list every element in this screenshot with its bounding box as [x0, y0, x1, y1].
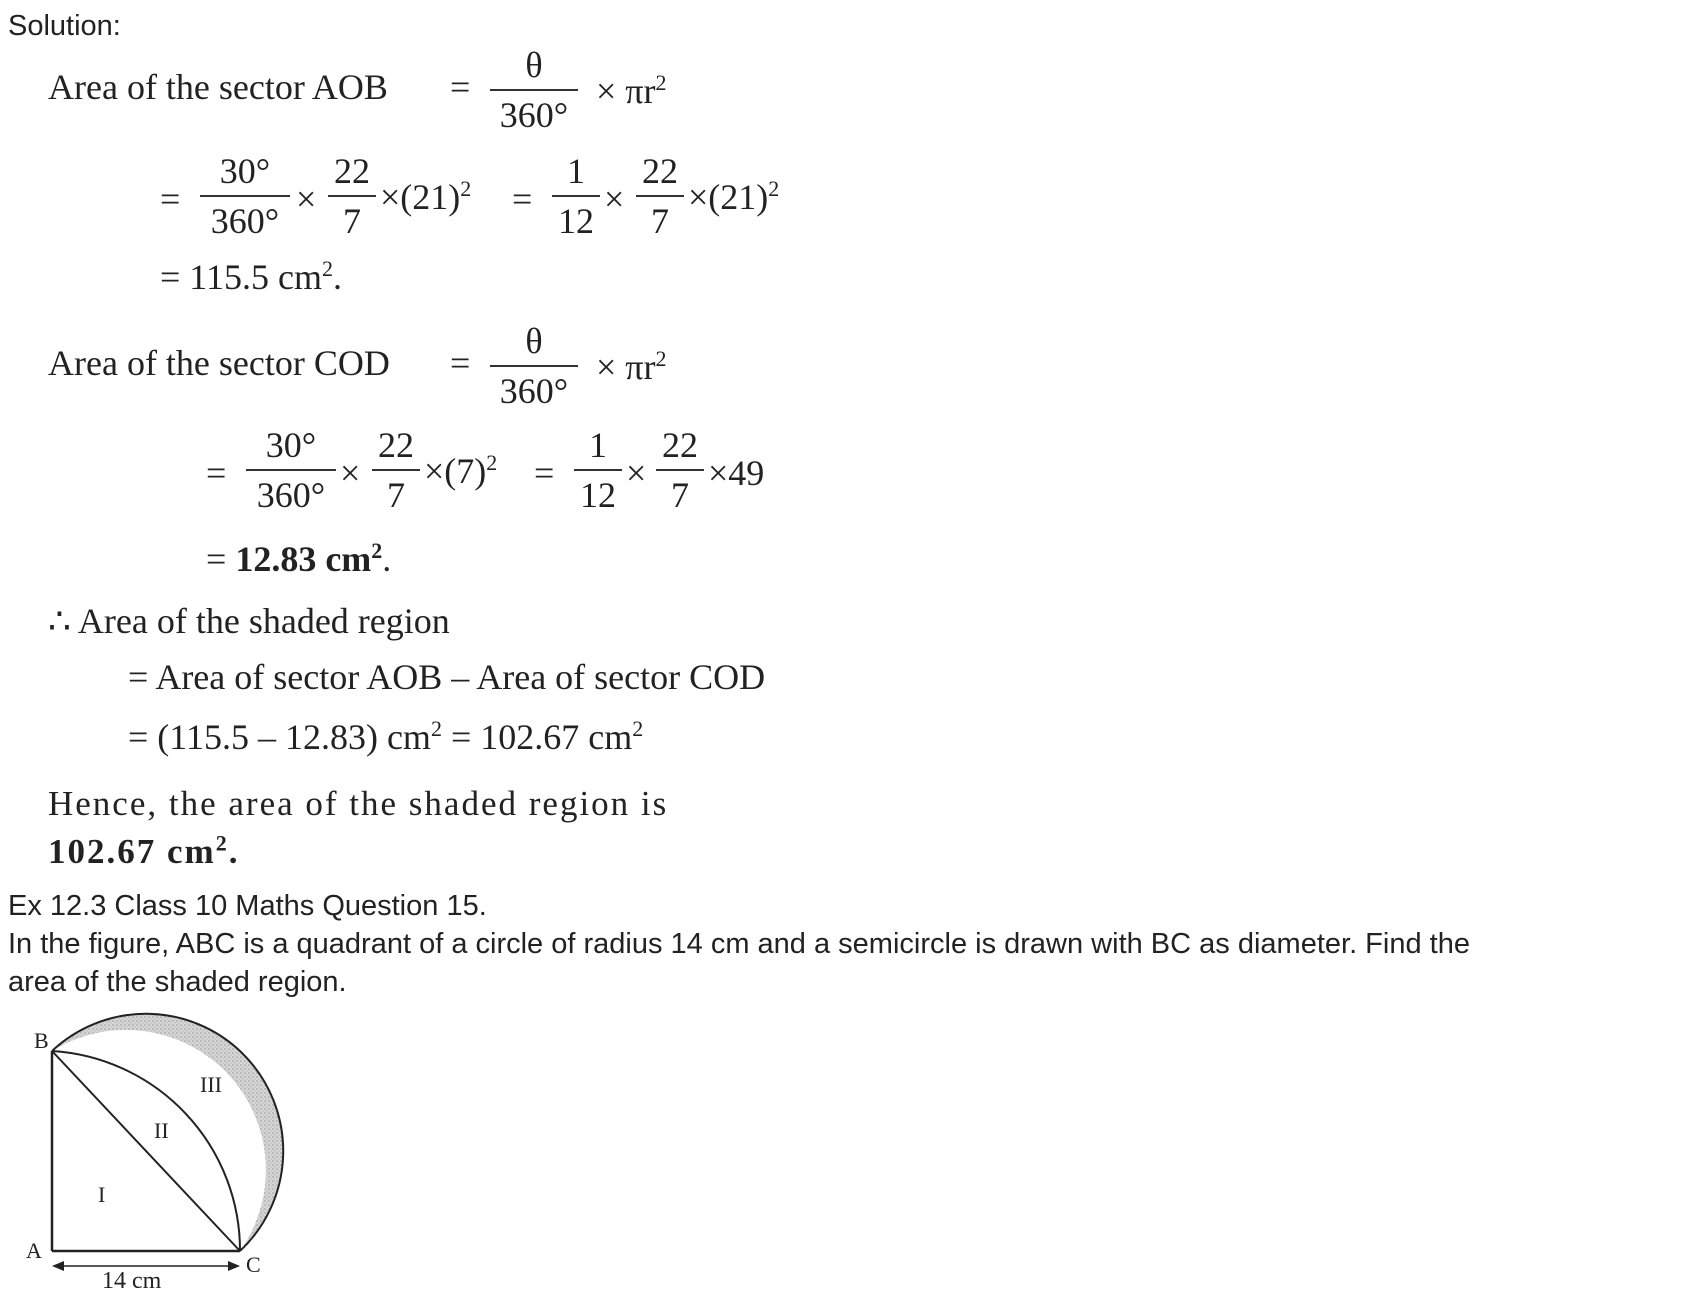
times-pi-r-squared: × $\pi r^2$	[596, 346, 667, 387]
fraction-denominator: 12	[558, 201, 594, 242]
solution-label: Solution:	[8, 10, 121, 42]
dimension-label: 14 cm	[102, 1268, 162, 1290]
times-sign: ×	[626, 453, 647, 493]
fraction-numerator: 1	[567, 151, 585, 191]
fraction-theta-over-360	[490, 320, 578, 413]
fraction-22-over-7	[636, 150, 684, 243]
fraction-numerator: θ	[525, 45, 543, 85]
times-21-squared: $\times(21)^2$	[688, 176, 780, 217]
times-21-squared: $\times(21)^2$	[380, 176, 472, 217]
fraction-denominator: 360°	[210, 201, 280, 242]
conclusion-line-2: 102.67 $cm^2$.	[48, 830, 240, 871]
times-sign: ×	[604, 179, 625, 219]
fraction-1-over-12	[552, 150, 600, 243]
fraction-denominator: 7	[651, 201, 669, 242]
shaded-region-heading: ∴ Area of the shaded region	[48, 601, 450, 641]
fraction-denominator: 12	[580, 475, 616, 516]
fraction-bar	[328, 195, 376, 197]
times-pi-r-squared: × $\pi r^2$	[596, 70, 667, 111]
fraction-numerator: 22	[334, 151, 370, 191]
fraction-denominator: 7	[671, 475, 689, 516]
fraction-22-over-7	[372, 424, 420, 517]
shaded-region-line-1: = Area of sector AOB – Area of sector COD	[128, 657, 766, 697]
equals-sign: =	[160, 179, 181, 219]
fraction-numerator: 22	[642, 151, 678, 191]
fraction-30-over-360	[246, 424, 336, 517]
shaded-region-line-2: = (115.5 – 12.83) $cm^2 = 102.67$ $cm^2$	[128, 716, 644, 757]
times-7-squared: $\times(7)^2$	[424, 450, 498, 491]
fraction-numerator: 22	[662, 425, 698, 465]
label-b: B	[34, 1028, 49, 1053]
fraction-bar	[372, 469, 420, 471]
sector-aob-result: = 115.5 $cm^2$.	[160, 256, 342, 297]
sector-cod-result: = 12.83 $cm^2$.	[206, 538, 392, 579]
arrowhead-left-icon	[52, 1261, 64, 1271]
fraction-denominator: 360°	[499, 95, 569, 136]
fraction-bar	[246, 469, 336, 471]
equals-sign: =	[534, 453, 555, 493]
fraction-bar	[552, 195, 600, 197]
question-text-line-1: In the figure, ABC is a quadrant of a circle of radius 14 cm and a semicircle is drawn with BC as diameter. Find the	[8, 928, 1470, 960]
equals-sign: =	[450, 343, 471, 383]
fraction-numerator: 30°	[219, 151, 271, 191]
fraction-denominator: 7	[387, 475, 405, 516]
fraction-theta-over-360	[490, 44, 578, 137]
equals-sign: =	[450, 67, 471, 107]
arrowhead-right-icon	[228, 1261, 240, 1271]
fraction-bar	[200, 195, 290, 197]
fraction-denominator: 360°	[256, 475, 326, 516]
fraction-1-over-12	[574, 424, 622, 517]
fraction-numerator: 22	[378, 425, 414, 465]
fraction-bar	[490, 89, 578, 91]
fraction-bar	[636, 195, 684, 197]
fraction-numerator: θ	[525, 321, 543, 361]
fraction-numerator: 1	[589, 425, 607, 465]
question-text-line-2: area of the shaded region.	[8, 966, 347, 998]
times-sign: ×	[340, 453, 361, 493]
fraction-22-over-7	[328, 150, 376, 243]
fraction-numerator: 30°	[265, 425, 317, 465]
fraction-denominator: 7	[343, 201, 361, 242]
label-a: A	[26, 1238, 42, 1263]
times-49: ×49	[708, 453, 765, 493]
sector-aob-heading: Area of the sector AOB	[48, 67, 388, 107]
region-label-i: I	[98, 1182, 106, 1207]
label-c: C	[246, 1252, 261, 1277]
region-label-ii: II	[154, 1118, 169, 1143]
sector-cod-heading: Area of the sector COD	[48, 343, 390, 383]
region-label-iii: III	[200, 1072, 222, 1097]
question-title: Ex 12.3 Class 10 Maths Question 15.	[8, 890, 487, 922]
equals-sign: =	[206, 453, 227, 493]
fraction-bar	[656, 469, 704, 471]
fraction-denominator: 360°	[499, 371, 569, 412]
fraction-bar	[574, 469, 622, 471]
equals-sign: =	[512, 179, 533, 219]
times-sign: ×	[296, 179, 317, 219]
quadrant-semicircle-figure	[0, 1000, 320, 1290]
fraction-bar	[490, 365, 578, 367]
conclusion-line-1: Hence, the area of the shaded region is	[48, 784, 669, 823]
fraction-30-over-360	[200, 150, 290, 243]
fraction-22-over-7	[656, 424, 704, 517]
